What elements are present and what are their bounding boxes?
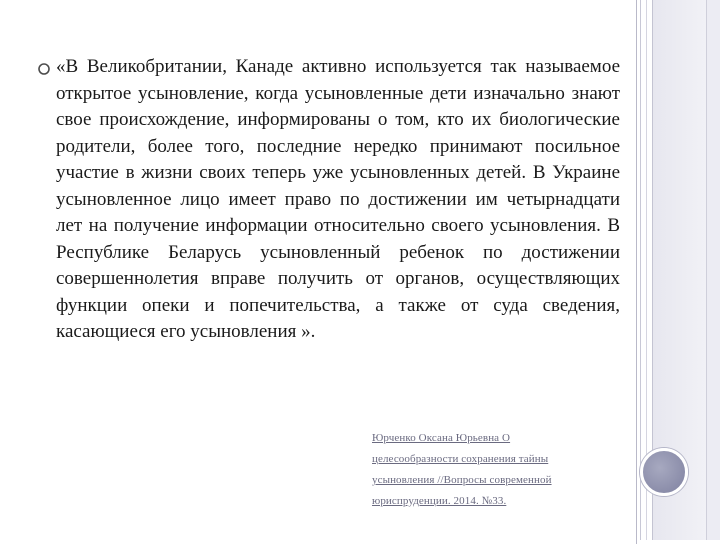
hollow-circle-bullet-icon [37, 62, 51, 76]
frame-line [640, 0, 641, 540]
decorative-circle [640, 448, 688, 496]
citation-line: Юрченко Оксана Юрьевна О [372, 432, 511, 444]
citation [372, 428, 638, 512]
citation-line: юриспруденции. 2014. №33. [372, 495, 507, 507]
quote-paragraph: «В Великобритании, Канаде активно используется так называемое открытое усыновление, когда усыновленные дети изначально знают свое происхождение, информированы о том, кто их биологические родители, более того, последние нередко принимают посильное участие в жизни своих теперь уже усыновленных детей. В Украине усыновленное лицо имеет право по достижении им четырнадцати лет на получение информации относительно своего усыновления. В Республике Беларусь усыновленный ребенок по достижении совершеннолетия вправе получить от органов, осуществляющих функции опеки и попечительства, а также от суда сведения, касающиеся его усыновления ». [56, 56, 620, 342]
frame-band-inner [706, 0, 720, 540]
citation-line: целесообразности сохранения тайны [372, 453, 549, 465]
citation-line: усыновления //Вопросы современной [372, 474, 552, 486]
